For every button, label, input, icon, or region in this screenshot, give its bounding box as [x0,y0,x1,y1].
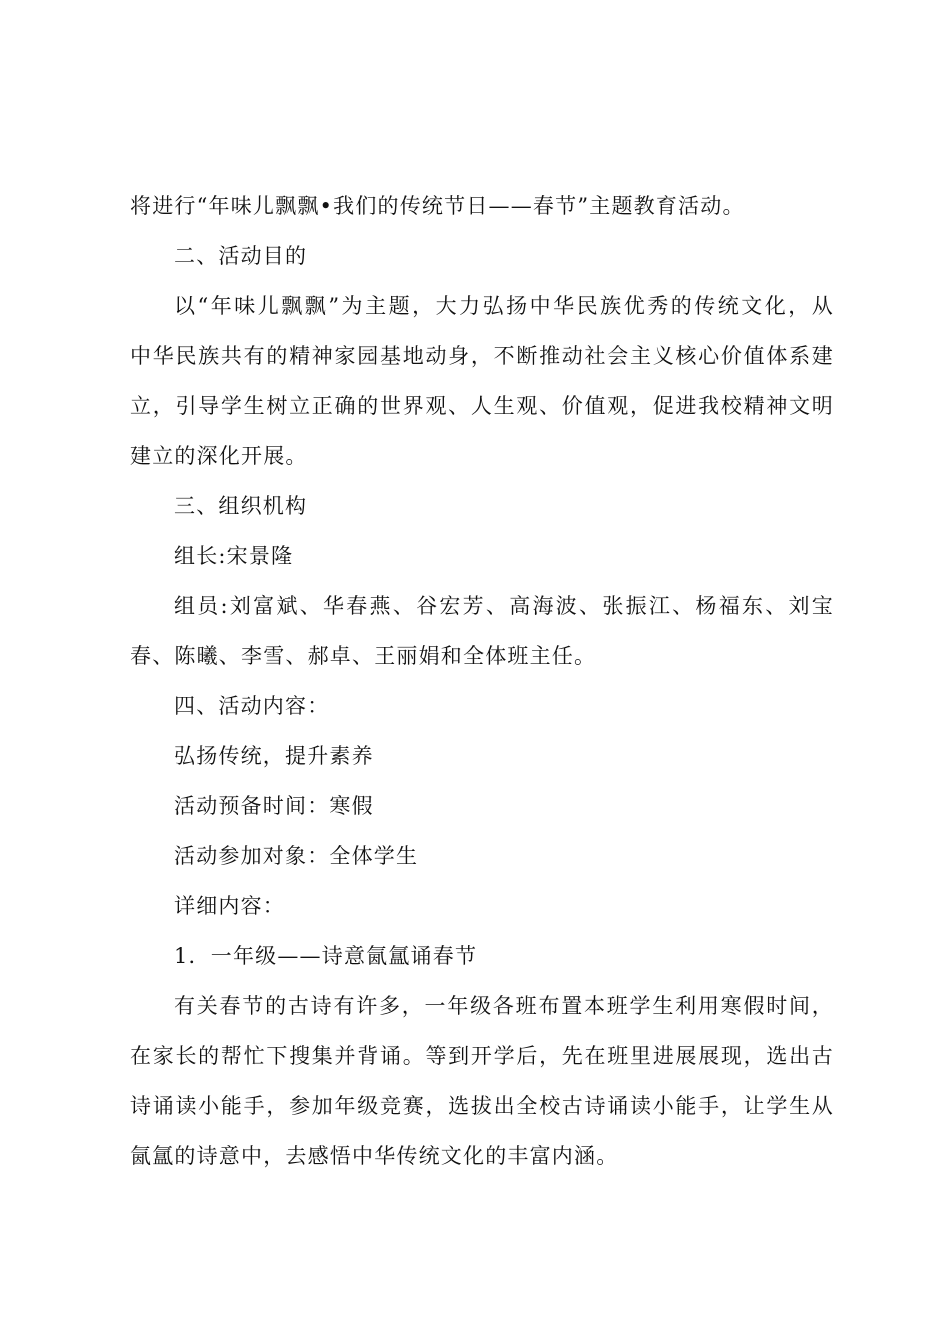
paragraph-line: 氤氲的诗意中，去感悟中华传统文化的丰富内涵。 [130,1144,619,1168]
group-members-line: 组员:刘富斌、华春燕、谷宏芳、高海波、张振江、杨福东、刘宝 [174,594,834,618]
paragraph-line: 有关春节的古诗有许多，一年级各班布置本班学生利用寒假时间， [174,994,834,1018]
activity-time-line: 活动预备时间：寒假 [174,794,374,818]
paragraph-line: 将进行“年味儿飘飘•我们的传统节日——春节”主题教育活动。 [130,194,745,218]
section-heading-activity-content: 四、活动内容： [174,694,330,718]
paragraph-line: 中华民族共有的精神家园基地动身，不断推动社会主义核心价值体系建 [130,344,834,368]
activity-theme-line: 弘扬传统，提升素养 [174,744,374,768]
paragraph-line: 在家长的帮忙下搜集并背诵。等到开学后，先在班里进展展现，选出古 [130,1044,834,1068]
group-leader-line: 组长:宋景隆 [174,544,294,568]
paragraph-line: 诗诵读小能手，参加年级竞赛，选拔出全校古诗诵读小能手，让学生从 [130,1094,834,1118]
activity-participants-line: 活动参加对象：全体学生 [174,844,419,868]
paragraph-line: 建立的深化开展。 [130,444,308,468]
grade-one-heading: 1．一年级——诗意氤氲诵春节 [174,944,478,968]
paragraph-line: 立，引导学生树立正确的世界观、人生观、价值观，促进我校精神文明 [130,394,834,418]
detailed-content-heading: 详细内容： [174,894,285,918]
group-members-line: 春、陈曦、李雪、郝卓、王丽娟和全体班主任。 [130,644,597,668]
section-heading-organization: 三、组织机构 [174,494,308,518]
section-heading-activity-purpose: 二、活动目的 [174,244,308,268]
paragraph-line: 以“年味儿飘飘”为主题，大力弘扬中华民族优秀的传统文化，从 [174,294,834,318]
